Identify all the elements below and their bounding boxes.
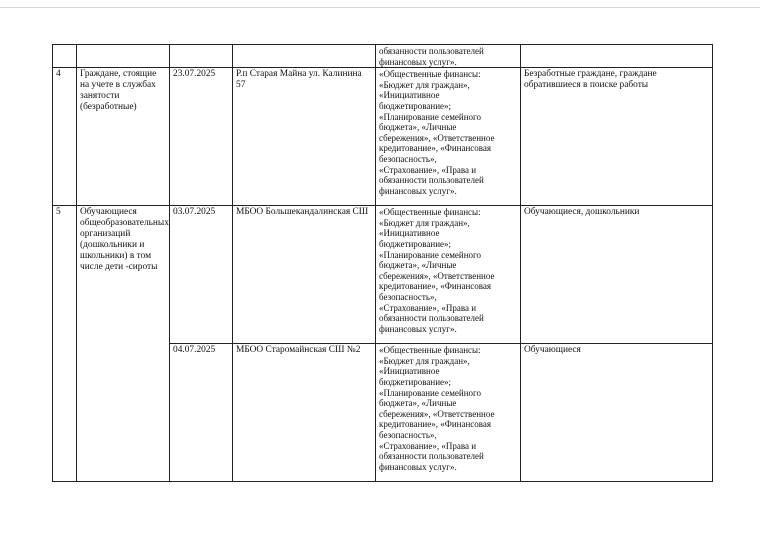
program-cell — [376, 45, 521, 68]
program-line: сбережения», «Ответственное — [379, 132, 495, 143]
number-cell — [53, 45, 77, 68]
program-line: сбережения», «Ответственное — [379, 408, 495, 419]
program-line: безопасность», — [379, 429, 437, 440]
program-line: бюджетирование»; — [379, 376, 452, 387]
location-cell: МБОО Старомайнская СШ №2 — [233, 344, 376, 482]
table-row — [53, 68, 713, 206]
audience-cell: Безработные граждане, граждане обратившиеся в поиске работы — [521, 68, 713, 206]
program-line: обязанности пользователей — [379, 46, 484, 56]
program-line: кредитование», «Финансовая — [379, 143, 492, 154]
date-cell: 23.07.2025 — [170, 68, 233, 206]
program-line: безопасность», — [379, 153, 437, 164]
program-line: «Страхование», «Права и — [379, 164, 477, 175]
program-line: финансовых услуг». — [379, 56, 457, 67]
program-line: «Инициативное — [379, 366, 440, 377]
program-line: «Инициативное — [379, 90, 440, 101]
audience-cell: Обучающиеся — [521, 344, 713, 482]
program-line: бюджета», «Личные — [379, 260, 457, 271]
program-line: «Общественные финансы: — [379, 69, 481, 80]
program-line: «Планирование семейного — [379, 249, 482, 260]
program-line: «Бюджет для граждан», — [379, 79, 470, 90]
program-line: кредитование», «Финансовая — [379, 419, 492, 430]
location-cell: Р.п Старая Майна ул. Калинина 57 — [233, 68, 376, 206]
program-cell — [376, 344, 521, 482]
program-line: обязанности пользователей — [379, 313, 484, 324]
program-line: финансовых услуг». — [379, 323, 457, 334]
program-line: финансовых услуг». — [379, 461, 457, 472]
audience-cell — [521, 45, 713, 68]
date-cell: 03.07.2025 — [170, 206, 233, 344]
events-table — [52, 44, 713, 482]
program-line: бюджетирование»; — [379, 238, 452, 249]
date-cell: 04.07.2025 — [170, 344, 233, 482]
program-cell — [376, 68, 521, 206]
audience-cell: Обучающиеся, дошкольники — [521, 206, 713, 344]
program-line: «Общественные финансы: — [379, 207, 481, 218]
location-cell — [233, 45, 376, 68]
category-cell: Граждане, стоящие на учете в службах занятости (безработные) — [77, 68, 170, 206]
program-line: обязанности пользователей — [379, 451, 484, 462]
program-line: сбережения», «Ответственное — [379, 270, 495, 281]
row-number: 4 — [53, 68, 77, 206]
program-line: финансовых услуг». — [379, 185, 457, 196]
program-cell — [376, 206, 521, 344]
category-cell — [77, 45, 170, 68]
program-line: «Инициативное — [379, 228, 440, 239]
program-line: «Планирование семейного — [379, 111, 482, 122]
program-line: бюджета», «Личные — [379, 122, 457, 133]
program-line: «Бюджет для граждан», — [379, 217, 470, 228]
page-top-divider — [0, 7, 760, 8]
program-line: «Общественные финансы: — [379, 345, 481, 356]
row-number: 5 — [53, 206, 77, 482]
program-line: «Бюджет для граждан», — [379, 355, 470, 366]
program-line: кредитование», «Финансовая — [379, 281, 492, 292]
table-row — [53, 206, 713, 344]
program-line: обязанности пользователей — [379, 175, 484, 186]
program-line: бюджета», «Личные — [379, 398, 457, 409]
category-cell: Обучающиеся общеобразовательных организаций (дошкольники и школьники) в том числе дети -сироты — [77, 206, 170, 482]
table-row — [53, 45, 713, 68]
program-line: «Страхование», «Права и — [379, 440, 477, 451]
program-line: «Планирование семейного — [379, 387, 482, 398]
date-cell — [170, 45, 233, 68]
program-line: «Страхование», «Права и — [379, 302, 477, 313]
program-line: бюджетирование»; — [379, 100, 452, 111]
program-line: безопасность», — [379, 291, 437, 302]
location-cell: МБОО Большекандалинская СШ — [233, 206, 376, 344]
